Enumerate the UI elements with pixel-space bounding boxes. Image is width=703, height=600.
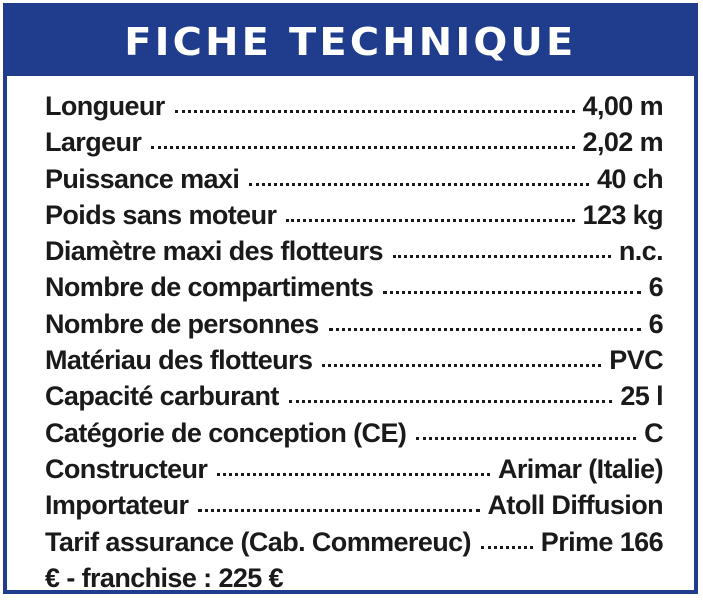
dot-leader xyxy=(416,437,636,440)
dot-leader xyxy=(249,183,589,186)
spec-value: Prime 166 xyxy=(540,526,663,557)
spec-row-categorie-conception xyxy=(45,418,663,454)
dot-leader xyxy=(289,400,613,403)
spec-sheet-card xyxy=(3,3,698,594)
spec-label: Tarif assurance (Cab. Commereuc) xyxy=(45,526,471,557)
spec-value: 6 xyxy=(648,308,663,339)
spec-list xyxy=(45,91,663,599)
spec-value: 4,00 m xyxy=(582,91,663,121)
spec-row-diametre-flotteurs xyxy=(45,236,663,272)
dot-leader xyxy=(286,219,574,222)
dot-leader xyxy=(481,546,533,549)
spec-label: Nombre de compartiments xyxy=(45,272,374,303)
spec-value: C xyxy=(644,417,663,448)
franchise-note xyxy=(45,563,663,599)
spec-label: Importateur xyxy=(45,490,189,521)
spec-label: Capacité carburant xyxy=(45,381,279,412)
spec-row-nombre-compartiments xyxy=(45,272,663,308)
spec-label: Matériau des flotteurs xyxy=(45,345,313,376)
spec-value: Arimar (Italie) xyxy=(497,453,663,484)
spec-value: 2,02 m xyxy=(582,127,663,158)
spec-row-largeur xyxy=(45,127,663,163)
dot-leader xyxy=(383,291,640,294)
dot-leader xyxy=(151,146,574,149)
spec-value: 123 kg xyxy=(582,199,663,230)
spec-row-materiau-flotteurs xyxy=(45,345,663,381)
spec-value: 40 ch xyxy=(596,163,663,194)
spec-row-importateur xyxy=(45,490,663,526)
spec-label: Constructeur xyxy=(45,453,208,484)
dot-leader xyxy=(217,473,490,476)
spec-label: Diamètre maxi des flotteurs xyxy=(45,236,383,267)
spec-value: 6 xyxy=(648,272,663,303)
spec-label: Largeur xyxy=(45,127,142,158)
spec-value: 25 l xyxy=(620,381,663,412)
spec-label: Poids sans moteur xyxy=(45,199,277,230)
franchise-text: € - franchise : 225 € xyxy=(45,562,284,593)
spec-row-puissance-maxi xyxy=(45,164,663,200)
spec-row-capacite-carburant xyxy=(45,381,663,417)
spec-value: Atoll Diffusion xyxy=(487,490,663,521)
spec-value: PVC xyxy=(609,345,663,376)
dot-leader xyxy=(393,255,611,258)
dot-leader xyxy=(322,364,601,367)
spec-label: Nombre de personnes xyxy=(45,308,319,339)
spec-row-constructeur xyxy=(45,454,663,490)
spec-sheet-header xyxy=(7,7,694,76)
spec-row-tarif-assurance xyxy=(45,527,663,563)
dot-leader xyxy=(329,328,641,331)
spec-label: Puissance maxi xyxy=(45,163,240,194)
spec-row-nombre-personnes xyxy=(45,309,663,345)
spec-value: n.c. xyxy=(618,236,663,267)
spec-row-poids-sans-moteur xyxy=(45,200,663,236)
spec-label: Longueur xyxy=(45,91,165,121)
spec-label: Catégorie de conception (CE) xyxy=(45,417,407,448)
spec-sheet-title: FICHE TECHNIQUE xyxy=(124,19,577,64)
dot-leader xyxy=(198,509,479,512)
spec-row-longueur xyxy=(45,91,663,127)
dot-leader xyxy=(175,110,575,113)
